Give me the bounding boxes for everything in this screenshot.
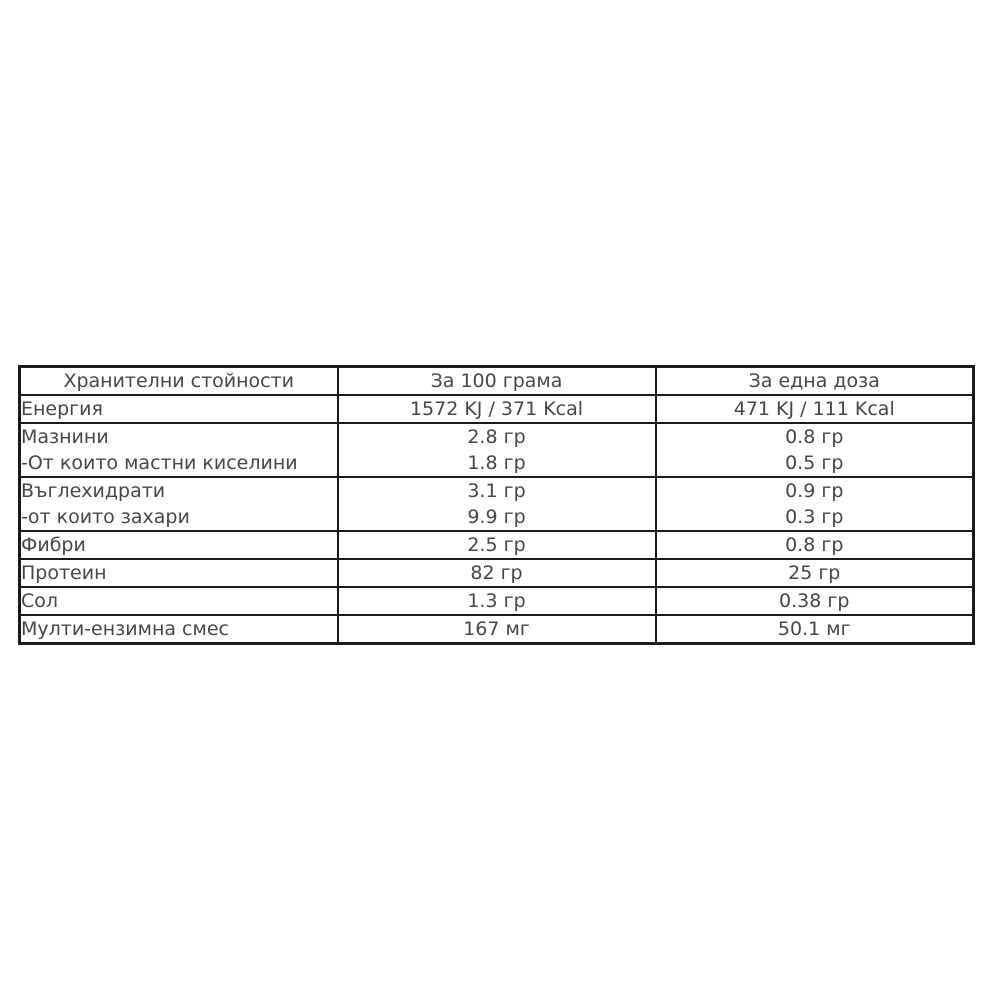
header-per-dose: За една доза	[656, 367, 974, 396]
value-per-100-sub: 1.8 гр	[467, 452, 526, 474]
table-row-fiber	[20, 531, 974, 559]
value-per-100: 1.3 гр	[338, 587, 656, 615]
row-label: Мазнини	[21, 426, 109, 448]
row-label: Протеин	[20, 559, 338, 587]
table-row-multi-enzyme-blend	[20, 615, 974, 644]
value-per-100: 167 мг	[338, 615, 656, 644]
table-row-energy	[20, 395, 974, 423]
row-label: Фибри	[20, 531, 338, 559]
table-row-carbohydrates	[20, 477, 974, 531]
nutrition-table	[18, 365, 975, 645]
value-per-dose-sub: 0.3 гр	[785, 506, 844, 528]
table-row-protein	[20, 559, 974, 587]
value-per-100: 1572 KJ / 371 Kcal	[338, 395, 656, 423]
row-sublabel: -от които захари	[21, 506, 190, 528]
value-per-dose-sub: 0.5 гр	[785, 452, 844, 474]
value-per-dose: 471 KJ / 111 Kcal	[656, 395, 974, 423]
value-per-100: 2.8 гр	[467, 426, 526, 448]
value-per-dose: 25 гр	[656, 559, 974, 587]
row-label: Сол	[20, 587, 338, 615]
header-per-100-grams: За 100 грама	[338, 367, 656, 396]
header-nutrition-values: Хранителни стойности	[20, 367, 338, 396]
value-per-dose: 50.1 мг	[656, 615, 974, 644]
row-label: Въглехидрати	[21, 480, 166, 502]
value-per-100: 3.1 гр	[467, 480, 526, 502]
value-per-dose: 0.8 гр	[785, 426, 844, 448]
table-row-fats	[20, 423, 974, 477]
value-per-dose: 0.9 гр	[785, 480, 844, 502]
value-per-100-sub: 9.9 гр	[467, 506, 526, 528]
row-label: Мулти-ензимна смес	[20, 615, 338, 644]
table-header-row	[20, 367, 974, 396]
row-sublabel: -От които мастни киселини	[21, 452, 298, 474]
value-per-100: 2.5 гр	[338, 531, 656, 559]
row-label: Енергия	[20, 395, 338, 423]
value-per-dose: 0.38 гр	[656, 587, 974, 615]
value-per-dose: 0.8 гр	[656, 531, 974, 559]
value-per-100: 82 гр	[338, 559, 656, 587]
table-row-salt	[20, 587, 974, 615]
